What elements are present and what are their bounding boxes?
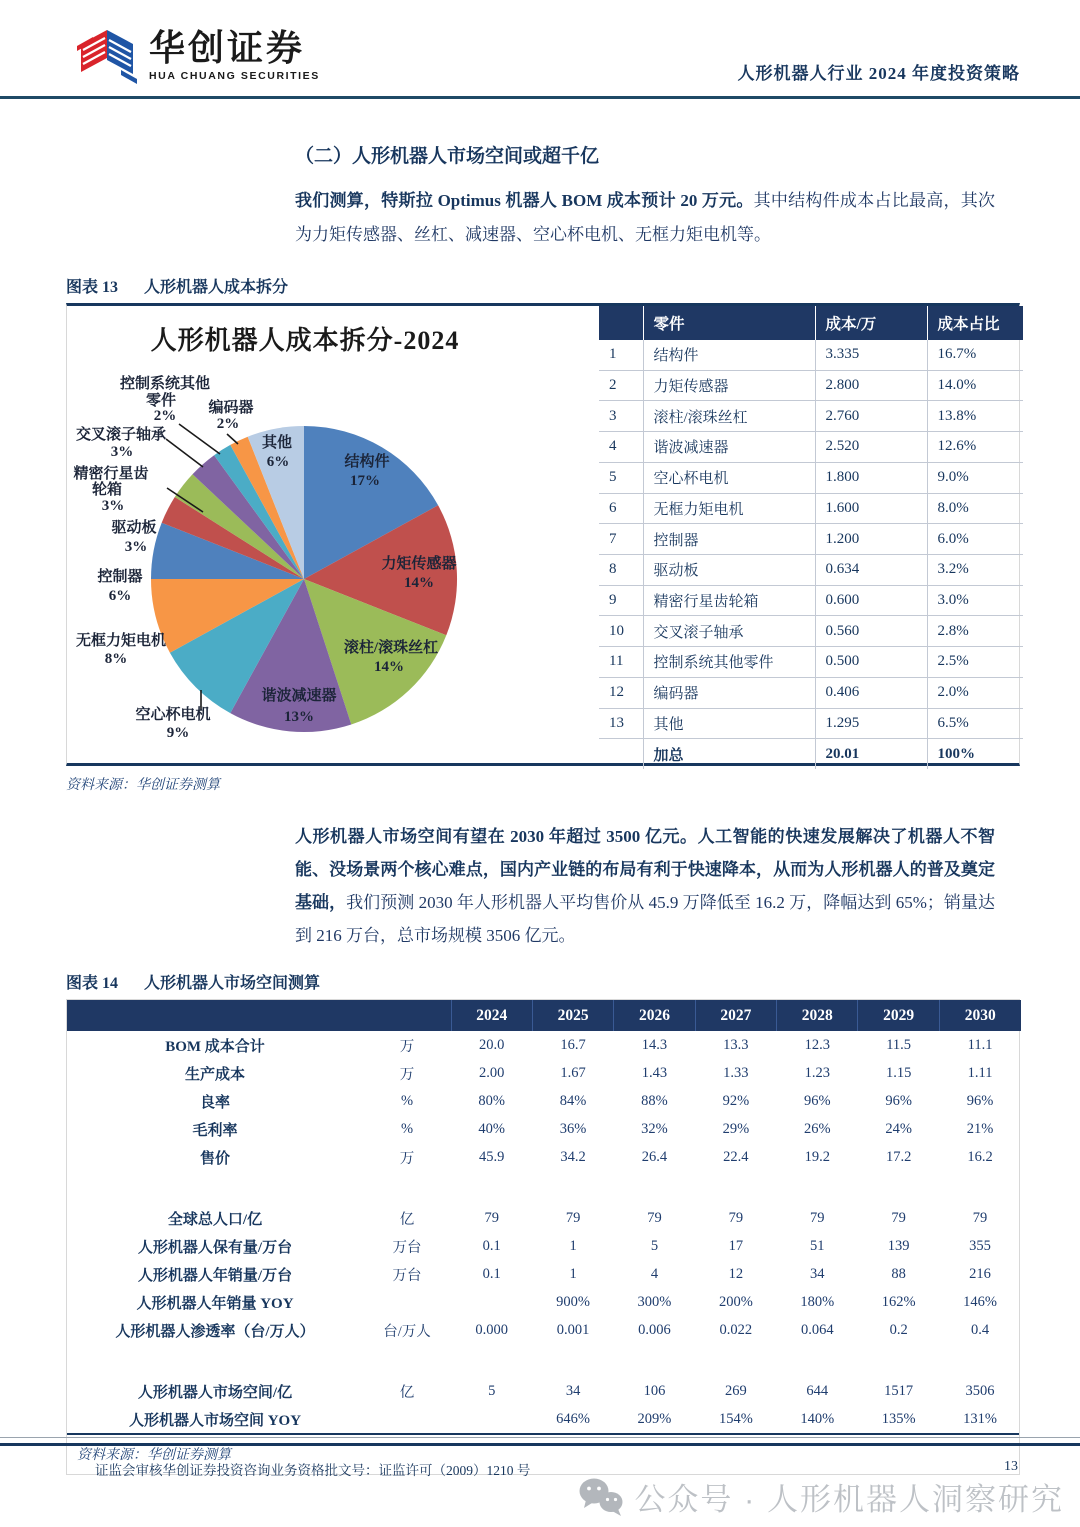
table-cell: 6.0% (927, 524, 1023, 555)
row-label: 全球总人口/亿 (167, 1211, 263, 1228)
year-column-header: 2029 (858, 1000, 939, 1031)
value-cell: 22.4 (723, 1148, 749, 1165)
table-cell: 13 (599, 708, 643, 739)
column-header (599, 306, 643, 340)
table-cell: 2.760 (815, 401, 927, 432)
value-cell: 84% (559, 1092, 587, 1109)
pie-label: 谐波减速器 (261, 688, 337, 704)
logo-text (149, 24, 320, 82)
row-label: 人形机器人市场空间 YOY (128, 1412, 302, 1429)
value-cell: 2.00 (479, 1064, 505, 1081)
table-row (599, 616, 1023, 647)
value-cell: 1.33 (723, 1064, 749, 1081)
unit-cell: 万 (399, 1038, 415, 1055)
value-cell: 96% (966, 1092, 994, 1109)
value-cell: 0.1 (482, 1237, 501, 1254)
table-cell: 1 (599, 340, 643, 370)
paragraph-1-rest: 其中结构件成本占比最高，其次为力矩传感器、丝杠、减速器、空心杯电机、无框力矩电机等。 (295, 191, 995, 244)
value-cell: 0.064 (800, 1321, 834, 1338)
table-cell: 2 (599, 370, 643, 401)
table-row (599, 340, 1023, 370)
value-cell: 209% (637, 1410, 672, 1427)
pie-label: 6% (108, 588, 132, 604)
value-cell: 88 (891, 1265, 906, 1282)
table-cell: 0.406 (815, 677, 927, 708)
value-cell: 29% (722, 1120, 750, 1137)
table-cell: 无框力矩电机 (643, 493, 815, 524)
figure14-box (66, 999, 1020, 1475)
table-cell: 9 (599, 585, 643, 616)
value-cell: 45.9 (479, 1148, 505, 1165)
spacer-cell (67, 1171, 1021, 1204)
value-cell: 20.0 (479, 1036, 505, 1053)
paragraph-2-rest: 我们预测 2030 年人形机器人平均售价从 45.9 万降低至 16.2 万，降幅达到 65%；销量达到 216 万台，总市场规模 3506 亿元。 (295, 893, 995, 945)
table-cell: 加总 (643, 739, 815, 769)
row-label: 售价 (199, 1150, 230, 1167)
year-column-header: 2025 (532, 1000, 613, 1031)
figure13-caption-title: 人形机器人成本拆分 (144, 279, 289, 296)
unit-cell: 亿 (399, 1384, 415, 1401)
value-cell: 4 (650, 1265, 659, 1282)
value-cell: 34 (565, 1382, 581, 1399)
value-cell: 200% (718, 1293, 753, 1310)
table-cell: 3.2% (927, 554, 1023, 585)
market-space-table (67, 1000, 1021, 1433)
value-cell: 40% (478, 1120, 505, 1137)
pie-label: 零件 (145, 393, 177, 409)
table-cell: 结构件 (643, 340, 815, 370)
value-cell: 96% (803, 1092, 831, 1109)
figure13-caption (66, 274, 1020, 297)
pie-label: 14% (374, 659, 404, 675)
table-total-row (599, 739, 1023, 769)
value-cell: 154% (718, 1410, 753, 1427)
pie-label: 9% (166, 725, 190, 741)
table-cell: 控制系统其他零件 (643, 647, 815, 678)
table-cell: 3.0% (927, 585, 1023, 616)
spacer-cell (67, 1344, 1021, 1377)
value-cell: 216 (969, 1265, 991, 1282)
unit-cell: 万 (399, 1066, 415, 1083)
table-cell: 7 (599, 524, 643, 555)
value-cell: 13.3 (723, 1036, 749, 1053)
pie-label: 精密行星齿 (73, 466, 149, 482)
table-cell: 谐波减速器 (643, 432, 815, 463)
value-cell: 1.15 (885, 1064, 912, 1081)
value-cell: 34.2 (560, 1148, 586, 1165)
value-cell: 1517 (884, 1382, 914, 1399)
value-cell (451, 1288, 532, 1316)
pie-label: 2% (153, 408, 177, 424)
table-row (67, 1316, 1021, 1344)
table-cell: 2.800 (815, 370, 927, 401)
pie-label: 3% (124, 539, 148, 555)
table-row (599, 370, 1023, 401)
pie-label: 轮箱 (91, 482, 123, 498)
value-cell: 0.2 (889, 1321, 908, 1338)
pie-chart-area (67, 306, 599, 763)
table-row (67, 1031, 1021, 1059)
pie-label: 2% (216, 416, 240, 432)
pie-label: 驱动板 (111, 520, 157, 536)
value-cell: 19.2 (804, 1148, 830, 1165)
pie-label: 8% (104, 651, 128, 667)
table-cell: 空心杯电机 (643, 462, 815, 493)
wechat-icon (578, 1477, 624, 1517)
row-label: 人形机器人市场空间/亿 (137, 1384, 293, 1401)
unit-cell: % (400, 1120, 414, 1137)
value-cell: 79 (484, 1209, 499, 1226)
year-column-header: 2027 (695, 1000, 776, 1031)
unit-cell: 亿 (399, 1211, 415, 1228)
value-cell: 79 (647, 1209, 662, 1226)
table-cell: 2.8% (927, 616, 1023, 647)
year-column-header: 2026 (614, 1000, 695, 1031)
column-header: 成本占比 (927, 306, 1023, 340)
pie-label: 无框力矩电机 (75, 633, 167, 649)
table-row (67, 1288, 1021, 1316)
spacer-row (67, 1171, 1021, 1204)
table-cell: 2.0% (927, 677, 1023, 708)
value-cell: 36% (559, 1120, 587, 1137)
unit-cell: 万台 (392, 1239, 422, 1256)
table-cell: 0.560 (815, 616, 927, 647)
value-cell: 1.11 (967, 1064, 993, 1081)
table-cell: 11 (599, 647, 643, 678)
paragraph-1 (295, 184, 995, 252)
value-cell: 24% (885, 1120, 912, 1137)
value-cell: 106 (643, 1382, 666, 1399)
unit-cell: 万 (399, 1150, 415, 1167)
pie-label: 3% (101, 498, 125, 514)
table-cell: 12 (599, 677, 643, 708)
value-cell: 646% (556, 1410, 590, 1427)
value-cell: 96% (885, 1092, 912, 1109)
row-label: BOM 成本合计 (165, 1038, 265, 1055)
table-cell: 6 (599, 493, 643, 524)
pie-label: 滚柱/滚珠丝杠 (343, 640, 439, 656)
page-header (0, 0, 1080, 99)
value-cell: 17.2 (885, 1148, 912, 1165)
value-cell: 1.23 (804, 1064, 830, 1081)
table-cell: 100% (937, 745, 975, 762)
value-cell: 79 (891, 1209, 906, 1226)
value-cell: 0.001 (556, 1321, 590, 1338)
value-cell: 21% (966, 1120, 994, 1137)
table-row (67, 1059, 1021, 1087)
table-cell: 控制器 (643, 524, 815, 555)
row-label: 良率 (199, 1094, 230, 1111)
year-column-header: 2024 (451, 1000, 532, 1031)
pie-label: 17% (350, 473, 380, 489)
table-cell (599, 739, 643, 769)
year-column-header: 2030 (939, 1000, 1020, 1031)
figure14-caption-title: 人形机器人市场空间测算 (144, 975, 321, 992)
unit-cell (363, 1405, 451, 1433)
table-row (599, 677, 1023, 708)
year-column-header: 2028 (777, 1000, 858, 1031)
table-cell: 驱动板 (643, 554, 815, 585)
value-cell: 12 (728, 1265, 744, 1282)
pie-leader-line (166, 439, 203, 467)
pie-leader-line (227, 434, 238, 444)
pie-label: 14% (404, 575, 434, 591)
table-row (599, 585, 1023, 616)
value-cell: 900% (556, 1293, 590, 1310)
pie-label: 力矩传感器 (381, 556, 457, 572)
figure14-source: 资料来源：华创证券测算 (67, 1433, 1019, 1474)
table-row (599, 708, 1023, 739)
value-cell: 34 (810, 1265, 825, 1282)
value-cell: 5 (650, 1237, 659, 1254)
paragraph-2-bold: 人形机器人市场空间有望在 2030 年超过 3500 亿元。人工智能的快速发展解决了机器人不智能、没场景两个核心难点，国内产业链的布局有利于快速降本，从而为人形机器人的普及奠定基础， (295, 827, 995, 912)
pie-label: 3% (110, 444, 134, 460)
value-cell: 14.3 (641, 1036, 668, 1053)
table-cell: 2.520 (815, 432, 927, 463)
row-label: 人形机器人年销量 YOY (136, 1295, 294, 1312)
table-row (599, 401, 1023, 432)
table-cell: 交叉滚子轴承 (643, 616, 815, 647)
table-row (67, 1260, 1021, 1288)
page-number: 13 (1004, 1459, 1018, 1474)
column-header: 零件 (643, 306, 815, 340)
footer-license-text: 证监会审核华创证券投资咨询业务资格批文号：证监许可（2009）1210 号 (95, 1463, 531, 1478)
pie-label: 6% (266, 454, 290, 470)
header-blank (67, 1000, 451, 1031)
table-cell: 3 (599, 401, 643, 432)
table-row (67, 1087, 1021, 1115)
value-cell: 1 (569, 1237, 577, 1254)
table-cell: 力矩传感器 (643, 370, 815, 401)
pie-label: 结构件 (344, 454, 390, 470)
table-cell: 其他 (643, 708, 815, 739)
pie-label: 交叉滚子轴承 (75, 427, 167, 443)
table-cell: 1.295 (815, 708, 927, 739)
logo-en: HUA CHUANG SECURITIES (149, 69, 320, 82)
value-cell: 79 (728, 1209, 744, 1226)
table-cell: 0.634 (815, 554, 927, 585)
row-label: 人形机器人年销量/万台 (137, 1267, 293, 1284)
table-cell: 2.5% (927, 647, 1023, 678)
table-cell: 1.200 (815, 524, 927, 555)
value-cell: 51 (810, 1237, 825, 1254)
value-cell: 26% (803, 1120, 831, 1137)
table-cell: 20.01 (815, 739, 927, 769)
table-cell: 3.335 (815, 340, 927, 370)
table-row (599, 432, 1023, 463)
table-row (67, 1377, 1021, 1405)
value-cell: 135% (881, 1410, 916, 1427)
value-cell: 162% (881, 1293, 916, 1310)
value-cell: 1.43 (641, 1064, 668, 1081)
table-row (67, 1405, 1021, 1433)
table-row (599, 554, 1023, 585)
table-cell: 6.5% (927, 708, 1023, 739)
value-cell: 79 (972, 1209, 988, 1226)
value-cell: 17 (728, 1237, 744, 1254)
value-cell: 300% (637, 1293, 672, 1310)
pie-label: 控制系统其他 (119, 376, 211, 392)
value-cell: 3506 (965, 1382, 995, 1399)
value-cell: 11.5 (886, 1036, 912, 1053)
table-row (599, 524, 1023, 555)
table-row (67, 1115, 1021, 1143)
figure14-caption-label: 图表 14 (66, 975, 119, 992)
table-cell: 编码器 (643, 677, 815, 708)
table-cell: 1.800 (815, 462, 927, 493)
value-cell: 16.7 (560, 1036, 586, 1053)
value-cell: 146% (963, 1293, 997, 1310)
row-label: 人形机器人渗透率（台/万人） (115, 1323, 315, 1340)
value-cell: 92% (722, 1092, 750, 1109)
value-cell: 32% (641, 1120, 668, 1137)
table-row (67, 1232, 1021, 1260)
value-cell: 355 (969, 1237, 991, 1254)
huachuang-logo (75, 24, 320, 88)
table-cell: 1.600 (815, 493, 927, 524)
table-cell: 8 (599, 554, 643, 585)
pie-leader-line (179, 424, 220, 454)
value-cell: 79 (810, 1209, 825, 1226)
value-cell: 80% (478, 1092, 505, 1109)
table-cell: 8.0% (927, 493, 1023, 524)
value-cell: 131% (963, 1410, 997, 1427)
value-cell: 269 (724, 1382, 747, 1399)
table-header-row (599, 306, 1023, 340)
pie-chart-title: 人形机器人成本拆分-2024 (150, 326, 460, 355)
figure13-caption-label: 图表 13 (66, 279, 119, 296)
table-cell: 10 (599, 616, 643, 647)
pie-chart (67, 326, 599, 766)
unit-cell: % (400, 1092, 414, 1109)
value-cell: 0.1 (482, 1265, 501, 1282)
unit-cell: 台/万人 (383, 1323, 431, 1340)
table-cell: 4 (599, 432, 643, 463)
table-cell: 滚柱/滚珠丝杠 (643, 401, 815, 432)
pie-label: 编码器 (208, 400, 254, 416)
watermark (578, 1474, 1064, 1519)
table-row (67, 1143, 1021, 1171)
table-row (599, 493, 1023, 524)
watermark-text: 公众号 · 人形机器人洞察研究 (634, 1482, 1064, 1517)
value-cell: 16.2 (967, 1148, 993, 1165)
table-row (599, 647, 1023, 678)
unit-cell: 万台 (392, 1267, 422, 1284)
pie-label: 其他 (261, 435, 293, 451)
paragraph-1-bold: 我们测算，特斯拉 Optimus 机器人 BOM 成本预计 20 万元。 (295, 191, 754, 210)
figure13-box (66, 303, 1020, 766)
pie-label: 13% (284, 709, 314, 725)
value-cell (451, 1405, 532, 1433)
table-header-row (67, 1000, 1021, 1031)
section-heading: （二）人形机器人市场空间或超千亿 (295, 146, 600, 167)
value-cell: 0.000 (475, 1321, 508, 1338)
report-title: 人形机器人行业 2024 年度投资策略 (737, 64, 1020, 83)
unit-cell (363, 1288, 451, 1316)
table-cell: 16.7% (927, 340, 1023, 370)
table-cell: 0.600 (815, 585, 927, 616)
table-cell: 5 (599, 462, 643, 493)
value-cell: 140% (800, 1410, 835, 1427)
table-row (599, 462, 1023, 493)
table-cell: 0.500 (815, 647, 927, 678)
column-header: 成本/万 (815, 306, 927, 340)
row-label: 人形机器人保有量/万台 (137, 1239, 293, 1256)
value-cell: 1 (569, 1265, 577, 1282)
pie-label: 控制器 (97, 569, 143, 585)
value-cell: 180% (800, 1293, 835, 1310)
table-cell: 9.0% (927, 462, 1023, 493)
cost-breakdown-table (599, 306, 1023, 769)
footer-rule-navy (0, 1443, 1080, 1446)
value-cell: 5 (488, 1382, 496, 1399)
value-cell: 0.006 (638, 1321, 671, 1338)
value-cell: 79 (565, 1209, 581, 1226)
spacer-row (67, 1344, 1021, 1377)
logo-cn: 华创证券 (149, 27, 306, 68)
footer-rule-gray (0, 1437, 1080, 1438)
table-cell: 14.0% (927, 370, 1023, 401)
value-cell: 644 (806, 1382, 829, 1399)
figure14-caption (66, 970, 1020, 993)
pie-label: 空心杯电机 (135, 707, 211, 723)
value-cell: 139 (887, 1237, 910, 1254)
row-label: 生产成本 (184, 1066, 245, 1083)
table-cell: 12.6% (927, 432, 1023, 463)
value-cell: 26.4 (641, 1148, 668, 1165)
paragraph-2 (295, 820, 995, 952)
value-cell: 0.022 (719, 1321, 753, 1338)
table-row (67, 1204, 1021, 1232)
row-label: 毛利率 (192, 1122, 238, 1139)
value-cell: 88% (641, 1092, 668, 1109)
value-cell: 12.3 (804, 1036, 830, 1053)
table-cell: 13.8% (927, 401, 1023, 432)
table-cell: 精密行星齿轮箱 (643, 585, 815, 616)
figure13-source: 资料来源：华创证券测算 (66, 778, 220, 793)
value-cell: 11.1 (967, 1036, 993, 1053)
value-cell: 0.4 (970, 1321, 990, 1338)
value-cell: 1.67 (560, 1064, 586, 1081)
huachuang-logo-icon (75, 24, 139, 88)
figure13-table-area (599, 306, 1023, 763)
